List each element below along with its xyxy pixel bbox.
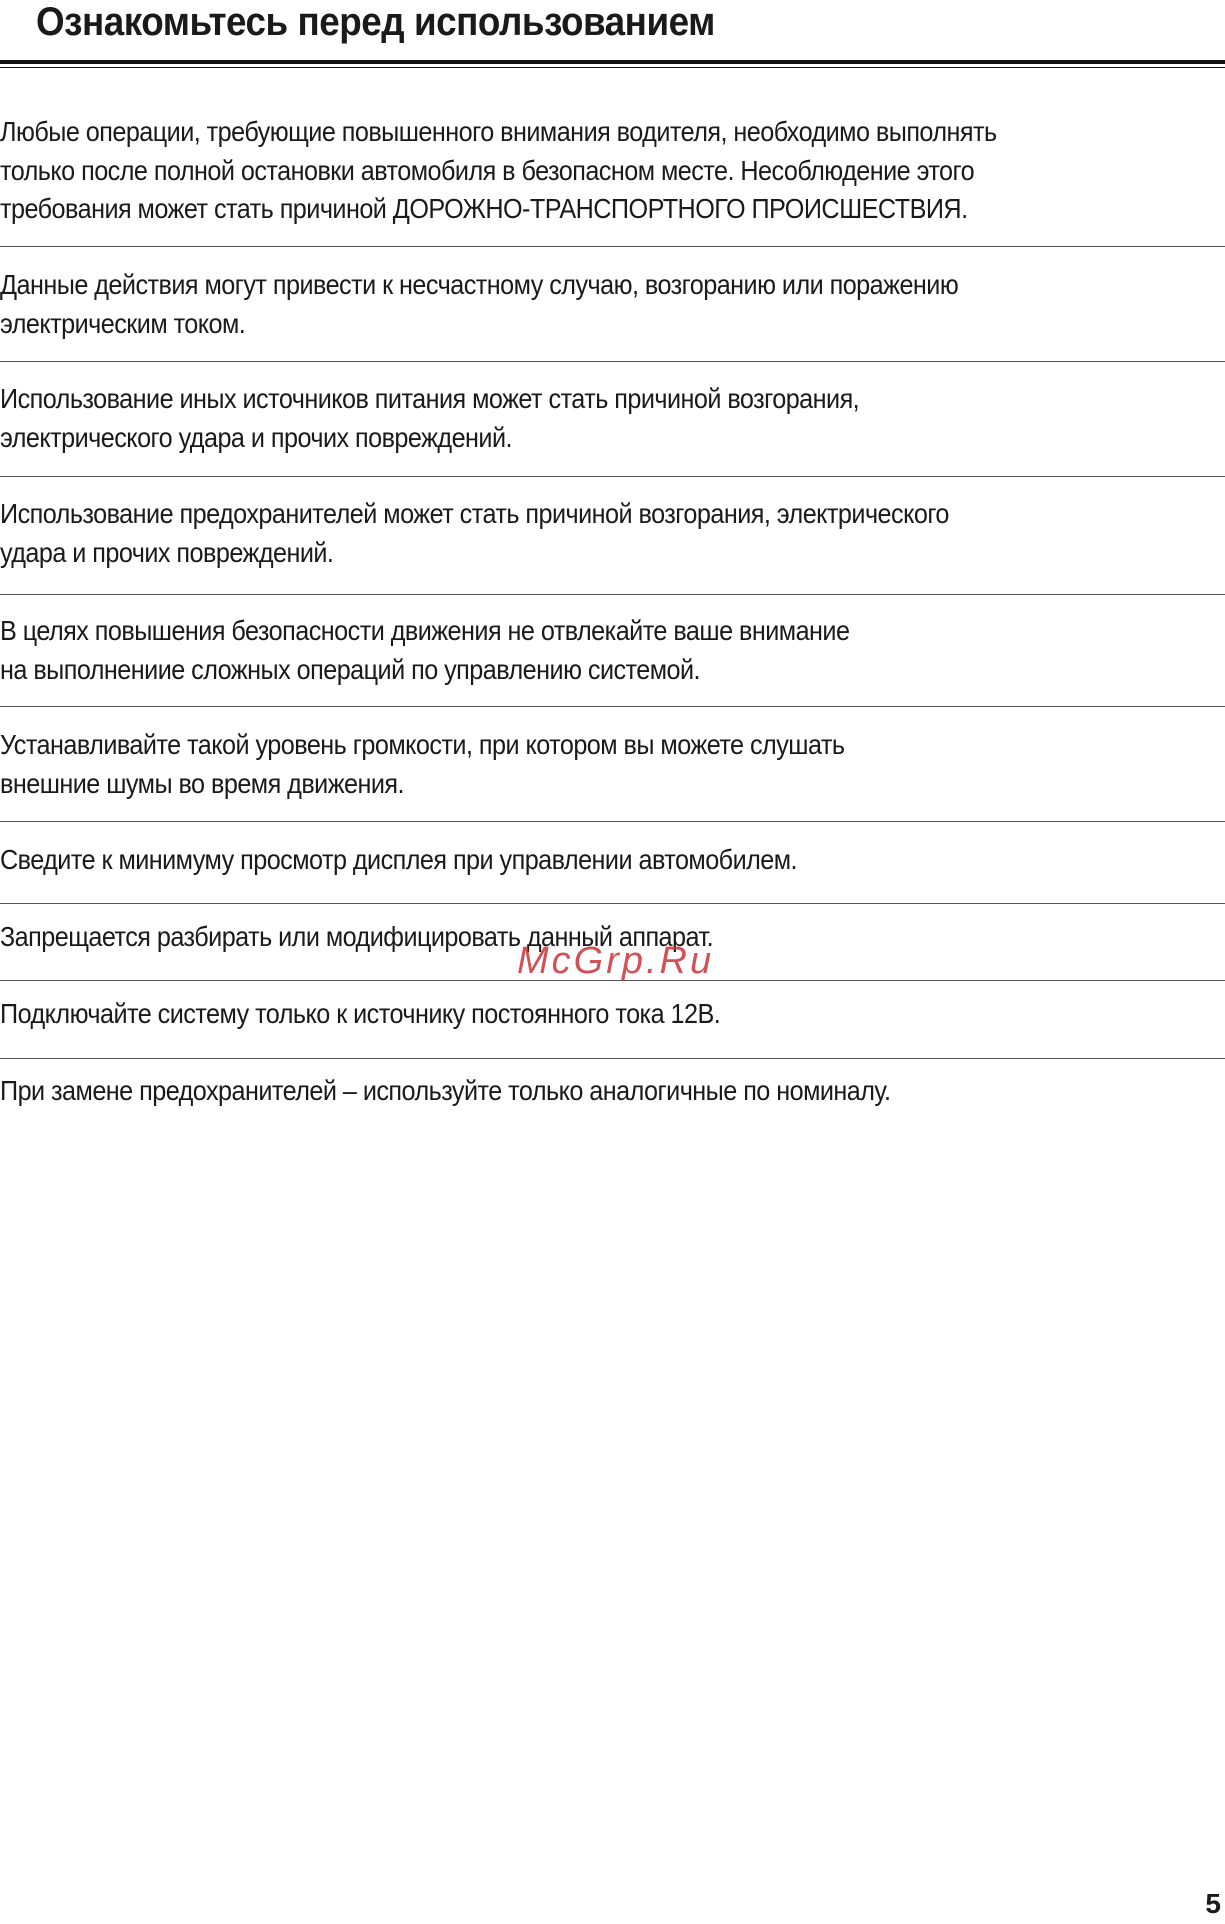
warning-item bbox=[0, 841, 1225, 880]
warning-text: В целях повышения безопасности движения не отвлекайте ваше внимание на выполнениие сложных операций по управлению системой. bbox=[0, 615, 850, 685]
warning-text: Устанавливайте такой уровень громкости, при котором вы можете слушать внешние шумы во время движения. bbox=[0, 729, 845, 799]
separator bbox=[0, 594, 1225, 595]
warning-item bbox=[0, 612, 1225, 689]
warning-text: Использование иных источников питания может стать причиной возгорания, электрического удара и прочих повреждений. bbox=[0, 383, 860, 453]
warning-text: Любые операции, требующие повышенного внимания водителя, необходимо выполнять только после полной остановки автомобиля в безопасном месте. Несоблюдение этого требования может стать причиной ДОРОЖНО-ТРАНСПОРТНОГО ПРОИСШЕСТВИЯ. bbox=[0, 116, 997, 224]
warning-text: Подключайте систему только к источнику постоянного тока 12В. bbox=[0, 998, 721, 1029]
warning-text: При замене предохранителей – используйте только аналогичные по номиналу. bbox=[0, 1075, 891, 1106]
warning-item bbox=[0, 113, 1225, 229]
separator bbox=[0, 476, 1225, 477]
title-underline-thin bbox=[0, 67, 1225, 68]
warning-item bbox=[0, 495, 1225, 572]
warning-item bbox=[0, 726, 1225, 803]
page-title: Ознакомьтесь перед использованием bbox=[36, 0, 715, 44]
warning-item bbox=[0, 1072, 1225, 1111]
separator bbox=[0, 821, 1225, 822]
title-underline-thick bbox=[0, 60, 1225, 64]
separator bbox=[0, 246, 1225, 247]
watermark-logo: McGrp.Ru bbox=[517, 940, 715, 982]
separator bbox=[0, 706, 1225, 707]
separator bbox=[0, 1058, 1225, 1059]
warning-item bbox=[0, 380, 1225, 457]
warning-text: Запрещается разбирать или модифицировать данный аппарат. bbox=[0, 921, 714, 952]
separator bbox=[0, 903, 1225, 904]
warning-item bbox=[0, 995, 1225, 1034]
warning-text: Сведите к минимуму просмотр дисплея при управлении автомобилем. bbox=[0, 844, 798, 875]
warning-text: Использование предохранителей может стать причиной возгорания, электрического удара и прочих повреждений. bbox=[0, 498, 949, 568]
warning-item bbox=[0, 266, 1225, 343]
page-number: 5 bbox=[1205, 1888, 1221, 1919]
separator bbox=[0, 361, 1225, 362]
warning-text: Данные действия могут привести к несчастному случаю, возгоранию или поражению электрическим током. bbox=[0, 269, 959, 339]
